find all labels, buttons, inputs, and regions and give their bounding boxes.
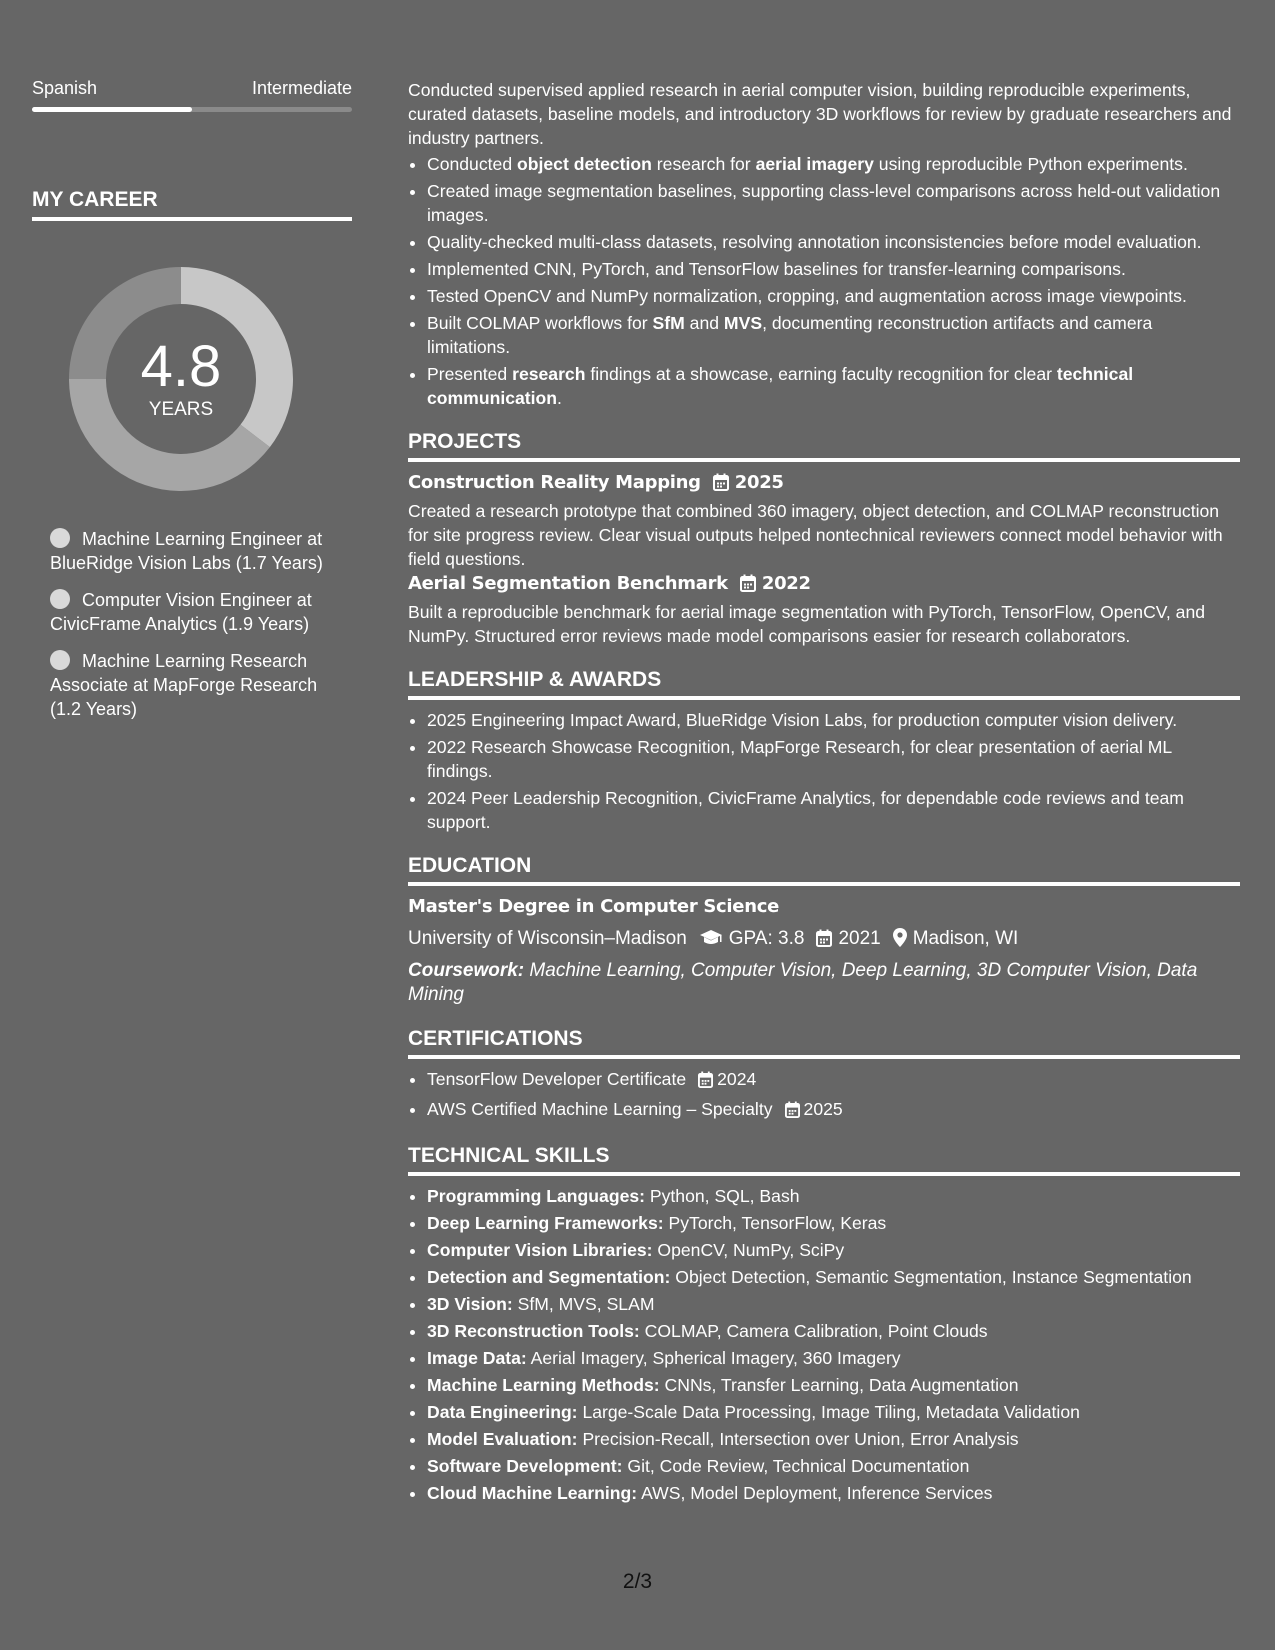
emphasis: object detection (517, 154, 652, 174)
skill-item (427, 1211, 1240, 1235)
skill-item (427, 1427, 1240, 1451)
emphasis: MVS (723, 313, 763, 333)
skill-item (427, 1319, 1240, 1343)
education-details (408, 924, 1240, 957)
text: using reproducible Python experiments. (873, 154, 1188, 174)
career-item (50, 649, 352, 721)
skill-label: 3D Vision: (427, 1294, 513, 1314)
skill-item (427, 1481, 1240, 1505)
certifications-title: CERTIFICATIONS (408, 1027, 1240, 1059)
calendar-icon (785, 1100, 800, 1124)
gpa: GPA: 3.8 (728, 928, 805, 949)
skill-label: Data Engineering: (427, 1402, 578, 1422)
skills-title: TECHNICAL SKILLS (408, 1144, 1240, 1176)
project-description: Built a reproducible benchmark for aerial image segmentation with PyTorch, TensorFlow, OpenCV, and NumPy. Structured error reviews made model comparisons easier for research collaborators. (408, 602, 1206, 646)
degree-name: Master's Degree in Computer Science (408, 896, 779, 917)
project-heading (408, 571, 1240, 600)
skill-label: Computer Vision Libraries: (427, 1240, 653, 1260)
coursework (408, 959, 1240, 1007)
sidebar (32, 78, 352, 734)
text: Presented (427, 364, 513, 384)
leadership-title: LEADERSHIP & AWARDS (408, 668, 1240, 700)
language-row (32, 78, 352, 99)
experience-bullet (427, 362, 1240, 410)
coursework-list: Machine Learning, Computer Vision, Deep Learning, 3D Computer Vision, Data Mining (408, 960, 1198, 1005)
calendar-icon (713, 473, 729, 499)
skill-label: Cloud Machine Learning: (427, 1483, 638, 1503)
skill-item (427, 1184, 1240, 1208)
skill-item (427, 1400, 1240, 1424)
experience-bullet (427, 257, 1240, 281)
skill-label: 3D Reconstruction Tools: (427, 1321, 640, 1341)
leadership-item: • 2025 Engineering Impact Award, BlueRidge Vision Labs, for production computer vision delivery. (427, 708, 1240, 732)
project-name: Aerial Segmentation Benchmark (408, 573, 728, 594)
emphasis: aerial imagery (755, 154, 874, 174)
skill-item (427, 1292, 1240, 1316)
skill-value: SfM, MVS, SLAM (517, 1294, 655, 1314)
text: Tested OpenCV and NumPy normalization, cropping, and augmentation across image viewpoints. (427, 286, 1187, 306)
calendar-icon (816, 927, 832, 957)
career-item-text: Machine Learning Engineer at BlueRidge Vision Labs (1.7 Years) (50, 529, 323, 573)
text: Created image segmentation baselines, supporting class-level comparisons across held-out validation images. (427, 181, 1221, 225)
certification-year: 2025 (803, 1099, 843, 1119)
skill-item (427, 1454, 1240, 1478)
career-item (50, 588, 352, 636)
institution-name: University of Wisconsin–Madison (408, 928, 687, 949)
text: Implemented CNN, PyTorch, and TensorFlow baselines for transfer-learning comparisons. (427, 259, 1126, 279)
skill-label: Software Development: (427, 1456, 623, 1476)
skill-item (427, 1238, 1240, 1262)
text: findings at a showcase, earning faculty recognition for clear (585, 364, 1057, 384)
career-item-text: Machine Learning Research Associate at MapForge Research (1.2 Years) (50, 651, 318, 719)
skill-label: Deep Learning Frameworks: (427, 1213, 664, 1233)
text: research for (651, 154, 756, 174)
certification-item (427, 1067, 1240, 1094)
emphasis: SfM (652, 313, 685, 333)
skill-label: Model Evaluation: (427, 1429, 578, 1449)
legend-dot-icon (50, 650, 70, 670)
skill-value: AWS, Model Deployment, Inference Services (641, 1483, 993, 1503)
certifications-list (408, 1067, 1240, 1124)
emphasis: research (512, 364, 586, 384)
career-donut-chart (67, 265, 295, 493)
skill-value: Python, SQL, Bash (649, 1186, 800, 1206)
emphasis: technical communication (427, 364, 1134, 408)
project-description: Created a research prototype that combined 360 imagery, object detection, and COLMAP reconstruction for site progress review. Clear visual outputs helped nontechnical reviewers connect model behavior with field questions. (408, 501, 1223, 569)
skill-value: OpenCV, NumPy, SciPy (657, 1240, 845, 1260)
page-number: 2/3 (622, 1570, 653, 1593)
skill-value: Git, Code Review, Technical Documentation (627, 1456, 970, 1476)
education-title: EDUCATION (408, 854, 1240, 886)
projects-title: PROJECTS (408, 430, 1240, 462)
career-years-unit: YEARS (148, 399, 214, 420)
graduation-cap-icon (699, 927, 723, 957)
experience-bullet (427, 311, 1240, 359)
calendar-icon (740, 574, 756, 600)
language-proficiency-fill (32, 107, 192, 112)
career-years-value: 4.8 (140, 334, 222, 399)
career-list (50, 527, 352, 721)
certification-name: TensorFlow Developer Certificate (427, 1069, 687, 1089)
skill-value: Precision-Recall, Intersection over Union, Error Analysis (582, 1429, 1019, 1449)
certification-year: 2024 (717, 1069, 757, 1089)
skill-item (427, 1373, 1240, 1397)
skill-label: Programming Languages: (427, 1186, 645, 1206)
experience-bullet (427, 230, 1240, 254)
project-year: 2025 (734, 472, 784, 493)
certification-item (427, 1097, 1240, 1124)
graduation-year: 2021 (838, 928, 881, 949)
skill-label: Detection and Segmentation: (427, 1267, 671, 1287)
career-item-text: Computer Vision Engineer at CivicFrame Analytics (1.9 Years) (50, 590, 312, 634)
career-item (50, 527, 352, 575)
skill-value: CNNs, Transfer Learning, Data Augmentation (664, 1375, 1019, 1395)
skill-label: Machine Learning Methods: (427, 1375, 660, 1395)
skill-item (427, 1265, 1240, 1289)
text: Built COLMAP workflows for (427, 313, 653, 333)
language-proficiency-bar (32, 107, 352, 112)
certification-name: AWS Certified Machine Learning – Specialty (427, 1099, 773, 1119)
career-section-title: MY CAREER (32, 188, 352, 221)
main-column (408, 78, 1240, 1508)
skill-value: Large-Scale Data Processing, Image Tiling, Metadata Validation (582, 1402, 1080, 1422)
leadership-list (408, 708, 1240, 834)
experience-bullet (427, 179, 1240, 227)
text: and (684, 313, 724, 333)
text: Conducted (427, 154, 517, 174)
donut-center (67, 265, 295, 493)
language-name: Spanish (32, 78, 98, 98)
project-heading (408, 470, 1240, 499)
experience-bullets (408, 152, 1240, 410)
coursework-label: Coursework: (408, 960, 525, 981)
leadership-item: • 2022 Research Showcase Recognition, MapForge Research, for clear presentation of aerial ML findings. (427, 735, 1240, 783)
experience-bullet (427, 284, 1240, 308)
text: . (557, 388, 562, 408)
skills-list (408, 1184, 1240, 1505)
skill-value: Aerial Imagery, Spherical Imagery, 360 Imagery (530, 1348, 901, 1368)
experience-intro: Conducted supervised applied research in aerial computer vision, building reproducible experiments, curated datasets, baseline models, and introductory 3D workflows for review by graduate researchers and industry partners. (408, 80, 1232, 148)
skill-value: PyTorch, TensorFlow, Keras (668, 1213, 887, 1233)
text: , documenting reconstruction artifacts and camera limitations. (427, 313, 1153, 357)
legend-dot-icon (50, 528, 70, 548)
location: Madison, WI (912, 928, 1019, 949)
experience-bullet (427, 152, 1240, 176)
legend-dot-icon (50, 589, 70, 609)
skill-label: Image Data: (427, 1348, 527, 1368)
project-name: Construction Reality Mapping (408, 472, 701, 493)
location-pin-icon (893, 927, 907, 957)
project-year: 2022 (761, 573, 811, 594)
language-level: Intermediate (251, 78, 352, 98)
calendar-icon (698, 1070, 713, 1094)
leadership-item: • 2024 Peer Leadership Recognition, CivicFrame Analytics, for dependable code reviews and team support. (427, 786, 1240, 834)
skill-item (427, 1346, 1240, 1370)
skill-value: Object Detection, Semantic Segmentation, Instance Segmentation (675, 1267, 1192, 1287)
text: Quality-checked multi-class datasets, resolving annotation inconsistencies before model evaluation. (427, 232, 1202, 252)
skill-value: COLMAP, Camera Calibration, Point Clouds (644, 1321, 988, 1341)
